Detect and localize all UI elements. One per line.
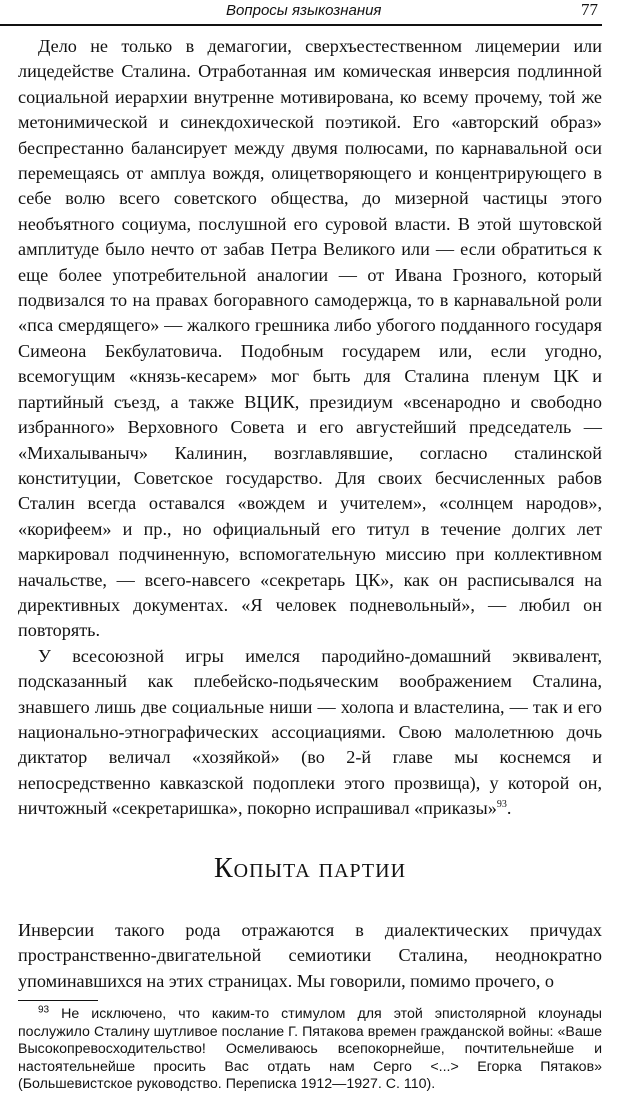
footnote-number: 93 (38, 1004, 50, 1016)
main-text (18, 34, 602, 822)
page-number: 77 (581, 0, 598, 19)
page-header (0, 0, 620, 26)
footnote-text: Не исключено, что каким-то стимулом для этой эпистолярной клоунады послужило Сталину шутливое послание Г. Пятакова времен гражданской войны: «Ваше Высокопревосходительство! Осмеливаюсь всепокорнейше, почтительнейше и настоятельнейше просить Вас отдать нам Серго <...> Егорка Пятаков» (Большевистское руководство. Переписка 1912—1927. С. 110). (18, 1006, 602, 1093)
footnote-rule (18, 1000, 98, 1001)
footnote-ref: 93 (496, 799, 507, 811)
footnote (18, 1006, 602, 1094)
running-title: Вопросы языкознания (226, 2, 382, 19)
paragraph: Дело не только в демагогии, сверхъестественном лицемерии или лицедействе Сталина. Отработанная им комическая инверсия подлинной социальной иерархии внутренне мотивирована, ко всему прочему, той же метонимической и синекдохической поэтикой. Его «авторский образ» беспрестанно балансирует между двумя полюсами, по карнавальной оси перемещаясь от амплуа вождя, олицетворяющего и концентрирующего в себе волю всего советского общества, до мизерной частицы этого необъятного социума, послушной его суровой власти. В этой шутовской амплитуде было нечто от забав Петра Великого или — если обратиться к еще более употребительной аналогии — от Ивана Грозного, который подвизался то на правах богоравного самодержца, то в карнавальной роли «пса смердящего» — жалкого грешника либо убогого подданного государя Симеона Бекбулатовича. Подобным государем или, если угодно, всемогущим «князь-кесарем» мог быть для Сталина пленум ЦК и партийный съезд, а также ВЦИК, президиум «всенародно и свободно избранного» Верховного Совета и его августейший председатель — «Михалываныч» Калинин, возглавлявшие, согласно сталинской конституции, Советское государство. Для своих бесчисленных рабов Сталин всегда оставался «вождем и учителем», «солнцем народов», «корифеем» и пр., но официальный его титул в течение долгих лет маркировал подчиненную, вспомогательную миссию при коллективном начальстве, — всего-навсего «секретарь ЦК», как он расписывался на директивных документах. «Я человек подневольный», — любил он повторять. (18, 36, 602, 641)
main-text-continued (18, 918, 602, 994)
header-rule (0, 24, 602, 26)
paragraph: Инверсии такого рода отражаются в диалектических причудах пространственно-двигательной семиотики Сталина, неоднократно упоминавшихся на этих страницах. Мы говорили, помимо прочего, о (18, 920, 602, 991)
section-heading: Копыта партии (213, 853, 407, 884)
paragraph: У всесоюзной игры имелся пародийно-домашний эквивалент, подсказанный как плебейско-подьяческим воображением Сталина, знавшего лишь две социальные ниши — холопа и властелина, — так и его национально-этнографических ассоциациями. Свою малолетнюю дочь диктатор величал «хозяйкой» (во 2-й главе мы коснемся и непосредственно кавказской подоплеки этого прозвища), у которой он, ничтожный «секретаришка», покорно испрашивал «приказы»$^{93}$. (18, 645, 602, 819)
paragraph-text: У всесоюзной игры имелся пародийно-домашний эквивалент, подсказанный как плебейско-подьяческим воображением Сталина, знавшего лишь две социальные ниши — холопа и властелина, — так и его национально-этнографических ассоциациями. Свою малолетнюю дочь диктатор величал «хозяйкой» (во 2-й главе мы коснемся и непосредственно кавказской подоплеки этого прозвища), у которой он, ничтожный «секретаришка», покорно испрашивал «приказы» (18, 645, 602, 819)
